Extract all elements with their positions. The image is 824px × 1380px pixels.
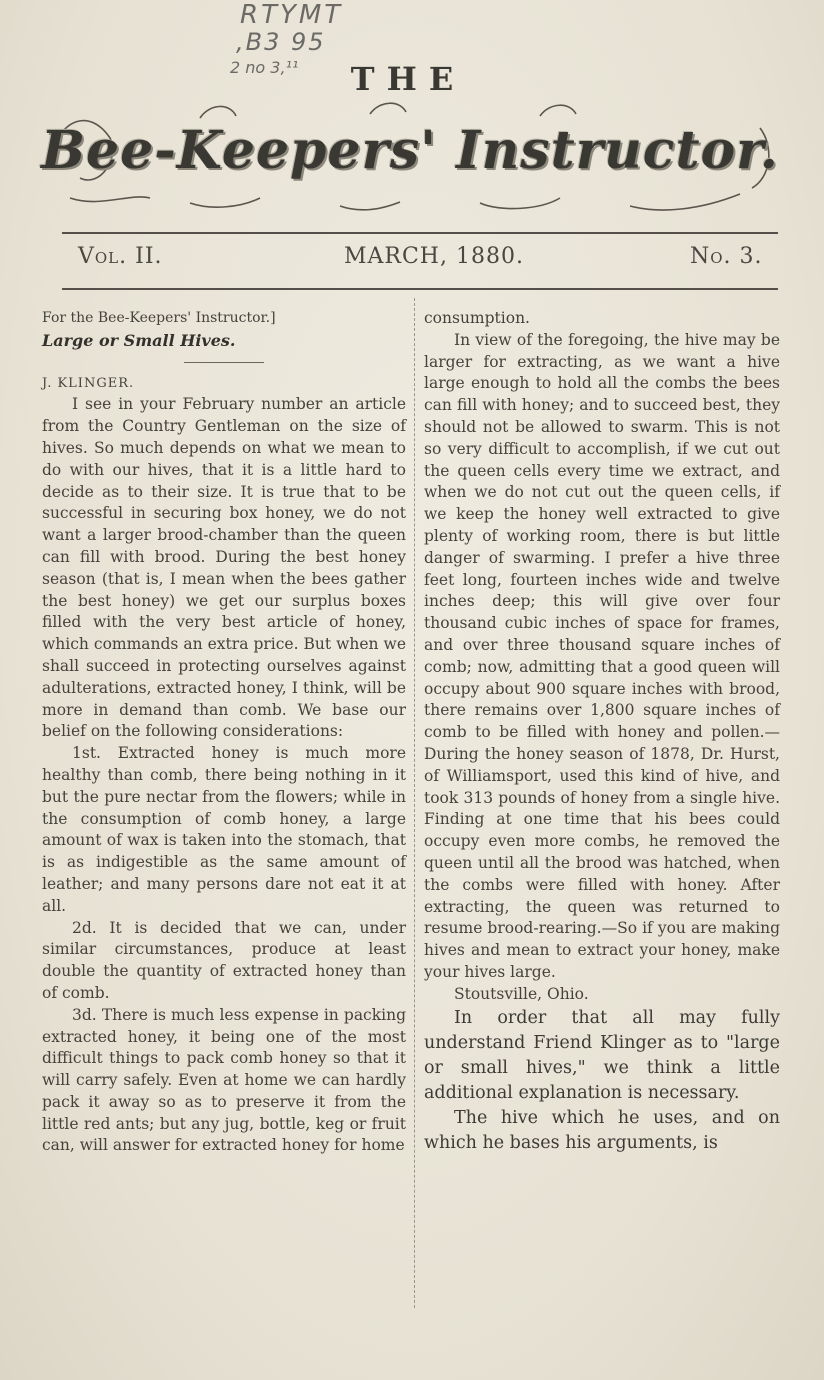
article-paragraph: I see in your February number an article from the Country Gentleman on the size of hives. So much depends on what we mean to do with our hives, that it is a little hard to decide as to their size. It is true that to be successful in securing box honey, we do not want a larger brood-chamber than the queen can fill with brood. During the best honey season (that is, I mean when the bees gather the best honey) we get our surplus boxes filled with the very best article of honey, which commands an extra price. But when we shall succeed in protecting ourselves against adulterations, extracted honey, I think, will be more in demand than comb. We base our belief on the following considerations: bbox=[42, 395, 406, 741]
headline-separator bbox=[184, 362, 264, 363]
article-author: J. KLINGER. bbox=[42, 375, 135, 391]
editor-note-paragraph: The hive which he uses, and on which he bases his arguments, is bbox=[424, 1107, 780, 1153]
left-column bbox=[42, 308, 406, 1157]
article-paragraph: 3d. There is much less expense in packing extracted honey, it being one of the most difficult things to pack comb honey so that it will carry safely. Even at home we can hardly pack it away so as to preserve it from the little red ants; but any jug, bottle, keg or fruit can, will answer for extracted honey for home bbox=[42, 1005, 406, 1155]
article-paragraph: 1st. Extracted honey is much more healthy than comb, there being nothing in it but the pure nectar from the flowers; while in the consumption of comb honey, a large amount of wax is taken into the stomach, that is as indigestible as the same amount of leather; and many persons dare not eat it at all. bbox=[42, 744, 406, 915]
pencil-annotation-catalog: RTYMT bbox=[240, 0, 344, 30]
masthead-title: Bee-Keepers' Instructor. bbox=[41, 120, 779, 181]
issue-rule-top bbox=[62, 232, 778, 234]
masthead bbox=[40, 98, 780, 218]
article-dateline: Stoutsville, Ohio. bbox=[454, 984, 589, 1003]
pencil-annotation-number: ,B3 95 bbox=[236, 28, 326, 56]
issue-number: No. 3. bbox=[690, 244, 763, 269]
masthead-the: THE bbox=[350, 60, 466, 98]
pencil-annotation-issue: 2 no 3,¹¹ bbox=[230, 58, 299, 77]
volume-label: Vol. II. bbox=[78, 244, 163, 269]
article-byline: For the Bee-Keepers' Instructor.] bbox=[42, 310, 276, 326]
editor-note-paragraph: In order that all may fully understand Friend Klinger as to "large or small hives," we think a little additional explanation is necessary. bbox=[424, 1007, 780, 1103]
article-paragraph: consumption. bbox=[424, 309, 530, 327]
article-paragraph: 2d. It is decided that we can, under similar circumstances, produce at least double the quantity of extracted honey than of comb. bbox=[42, 918, 406, 1002]
right-column bbox=[424, 308, 780, 1156]
article-paragraph: In view of the foregoing, the hive may be larger for extracting, as we want a hive large enough to hold all the combs the bees can fill with honey; and to succeed best, they should not be allowed to swarm. This is not so very difficult to accomplish, if we cut out the queen cells every time we extract, and when we do not cut out the queen cells, if we keep the honey well extracted to give plenty of working room, there is but little danger of swarming. I prefer a hive three feet long, fourteen inches wide and twelve inches deep; this will give over four thousand cubic inches of space for frames, and over three thousand square inches of comb; now, admitting that a good queen will occupy about 900 square inches with brood, there remains over 1,800 square inches of comb to be filled with honey and pollen.—During the honey season of 1878, Dr. Hurst, of Williamsport, used this kind of hive, and took 313 pounds of honey from a single hive. Finding at one time that his bees could occupy even more combs, he removed the queen until all the brood was hatched, when the combs were filled with honey. After extracting, the queen was returned to resume brood-rearing.—So if you are making hives and mean to extract your honey, make your hives large. bbox=[424, 330, 780, 981]
article-headline: Large or Small Hives. bbox=[42, 330, 236, 350]
issue-rule-bottom bbox=[62, 288, 778, 290]
column-divider bbox=[414, 298, 416, 1308]
issue-date: MARCH, 1880. bbox=[344, 244, 524, 269]
